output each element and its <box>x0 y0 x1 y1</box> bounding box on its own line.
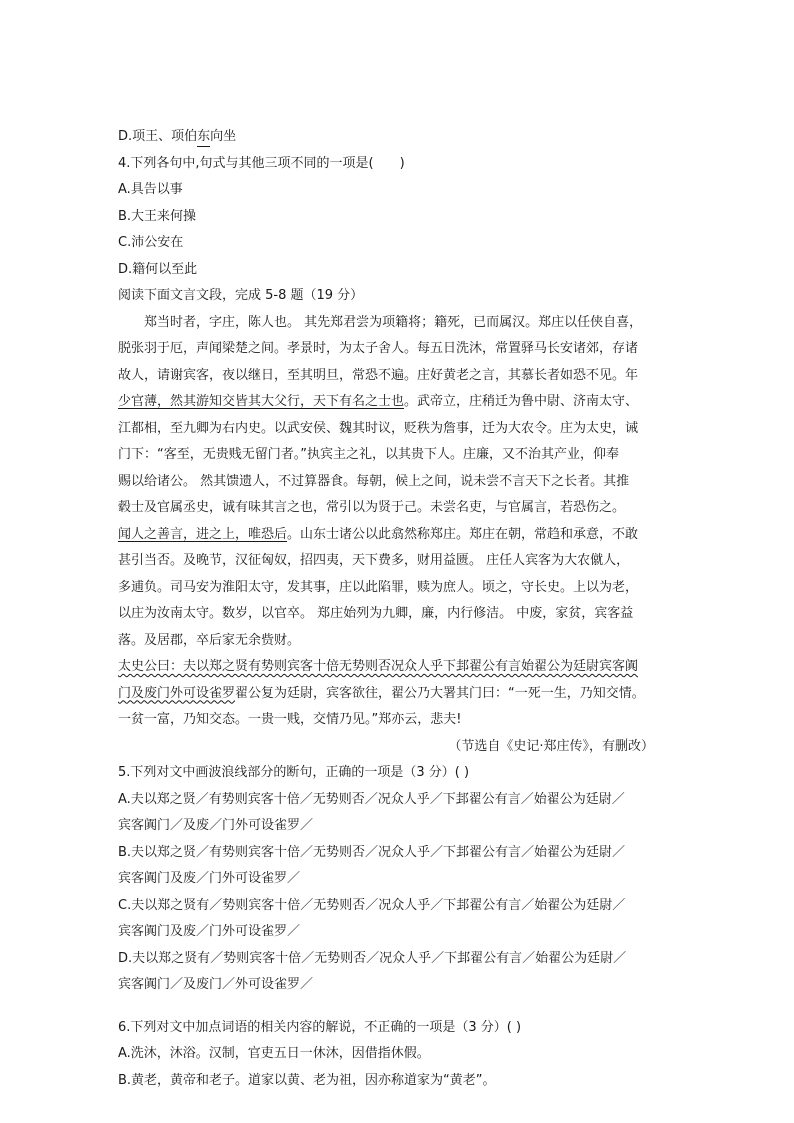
passage-line-8: 毂士及官属丞史，诚有味其言之也，常引以为贤于己。未尝名吏，与官属言，若恐伤之。 <box>118 500 626 515</box>
q4-stem: 4.下列各句中,句式与其他三项不同的一项是( ) <box>118 155 405 171</box>
q5-option-b-line-1: B.夫以郑之贤／有势则宾客十倍／无势则否／况众人乎／下邽翟公有言／始翟公为廷尉／ <box>118 844 626 860</box>
q5-stem: 5.下列对文中画波浪线部分的断句，正确的一项是（3 分）( ) <box>118 765 470 780</box>
passage-line-2: 脱张羽于厄，声闻梁楚之间。孝景时，为太子舍人。每五日洗沐，常置驿马长安诸郊，存诸 <box>118 341 639 356</box>
q4-option-d: D.籍何以至此 <box>118 261 198 277</box>
passage-source: （节选自《史记·郑庄传》，有删改） <box>448 738 654 754</box>
q3-option-d <box>118 124 678 151</box>
passage-line-14 <box>118 654 678 681</box>
passage-line-4 <box>118 389 678 416</box>
q5-option-a-line-1: A.夫以郑之贤／有势则宾客十倍／无势则否／况众人乎／下邽翟公有言／始翟公为廷尉／ <box>118 791 625 807</box>
q5-option-a-line-2: 宾客阗门／及废／门外可设雀罗／ <box>118 818 314 833</box>
passage-line-5: 江都相，至九卿为右内史。以武安侯、魏其时议，贬秩为詹事，迁为大农令。庄为太史，诫 <box>118 420 639 436</box>
passage-line-4-rest: 。武帝立，庄稍迁为鲁中尉、济南太守、 <box>404 394 639 409</box>
q4-option-b: B.大王来何操 <box>118 208 197 224</box>
q4-option-c: C.沛公安在 <box>118 235 184 250</box>
passage-line-16: 一贫一富，乃知交态。一贵一贱，交情乃见。”郑亦云，悲夫! <box>118 712 462 727</box>
q6-stem: 6.下列对文中加点词语的相关内容的解说，不正确的一项是（3 分）( ) <box>118 1019 522 1035</box>
section-spacer <box>118 999 678 1015</box>
passage-line-12: 以庄为汝南太守。数岁，以官卒。 郑庄始列为九卿，廉，内行修洁。 中废，家贫，宾客益 <box>118 606 634 621</box>
q3-option-d-text-end: 向坐 <box>210 129 237 144</box>
q6-option-a: A.洗沐，沐浴。汉制，官吏五日一休沐，因借指休假。 <box>118 1046 430 1061</box>
passage-line-3: 故人，请谢宾客，夜以继日，至其明旦，常恐不遍。庄好黄老之言，其慕长者如恐不见。年 <box>118 367 639 383</box>
passage-line-13: 落。及居郡，卒后家无余赀财。 <box>118 632 301 648</box>
passage-line-1: 郑当时者，字庄，陈人也。 其先郑君尝为项籍将；籍死，已而属汉。郑庄以任侠自喜， <box>144 314 643 330</box>
passage-line-10: 甚引当否。及晚节，汉征匈奴，招四夷，天下费多，财用益匮。 庄任人宾客为大农僦人， <box>118 553 630 568</box>
underlined-sentence-1: 少官薄，然其游知交皆其大父行，天下有名之士也 <box>118 394 405 409</box>
passage-line-7: 赐以给诸公。 然其馈遗人，不过算器食。每朝，候上之间，说未尝不言天下之长者。其推 <box>118 473 630 489</box>
wavy-underlined-text-2: 门及废门外可设雀罗 <box>118 685 236 701</box>
passage-line-6: 门下：“客至，无贵贱无留门者。”执宾主之礼，以其贵下人。庄廉，又不治其产业，仰奉 <box>118 447 619 462</box>
q3-option-d-marked-char: 东 <box>197 128 210 147</box>
q4-option-a: A.具告以事 <box>118 182 183 197</box>
q5-option-c-line-1: C.夫以郑之贤有／势则宾客十倍／无势则否／况众人乎／下邽翟公有言／始翟公为廷尉／ <box>118 897 626 913</box>
passage-line-11: 多逋负。司马安为淮阳太守，发其事，庄以此陷罪，赎为庶人。顷之，守长史。上以为老， <box>118 579 639 595</box>
underlined-sentence-2: 闻人之善言，进之上，唯恐后 <box>118 526 288 542</box>
passage-line-9 <box>118 522 678 549</box>
q5-option-b-line-2: 宾客阗门及废／门外可设雀罗／ <box>118 871 301 886</box>
q5-option-d-line-2: 宾客阗门／及废门／外可设雀罗／ <box>118 977 314 992</box>
passage-line-15-rest: 翟公复为廷尉，宾客欲往，翟公乃大署其门曰：“一死一生，乃知交情。 <box>235 685 645 701</box>
passage-line-15 <box>118 681 678 708</box>
q3-option-d-text: D.项王、项伯 <box>118 129 198 144</box>
reading-intro: 阅读下面文言文段，完成 5-8 题（19 分） <box>118 288 364 303</box>
wavy-underlined-text-1: 太史公曰：夫以郑之贤有势则宾客十倍无势则否况众人乎下邽翟公有言始翟公为廷尉宾客阗 <box>118 659 639 674</box>
q6-option-b: B.黄老，黄帝和老子。道家以黄、老为祖，因亦称道家为“黄老”。 <box>118 1072 496 1088</box>
document-page <box>118 124 678 1094</box>
q5-option-c-line-2: 宾客阗门及废／门外可设雀罗／ <box>118 924 301 939</box>
passage-line-9-rest: 。山东士诸公以此翕然称郑庄。郑庄在朝，常趋和承意，不敢 <box>287 526 639 542</box>
q5-option-d-line-1: D.夫以郑之贤有／势则宾客十倍／无势则否／况众人乎／下邽翟公有言／始翟公为廷尉／ <box>118 950 627 966</box>
